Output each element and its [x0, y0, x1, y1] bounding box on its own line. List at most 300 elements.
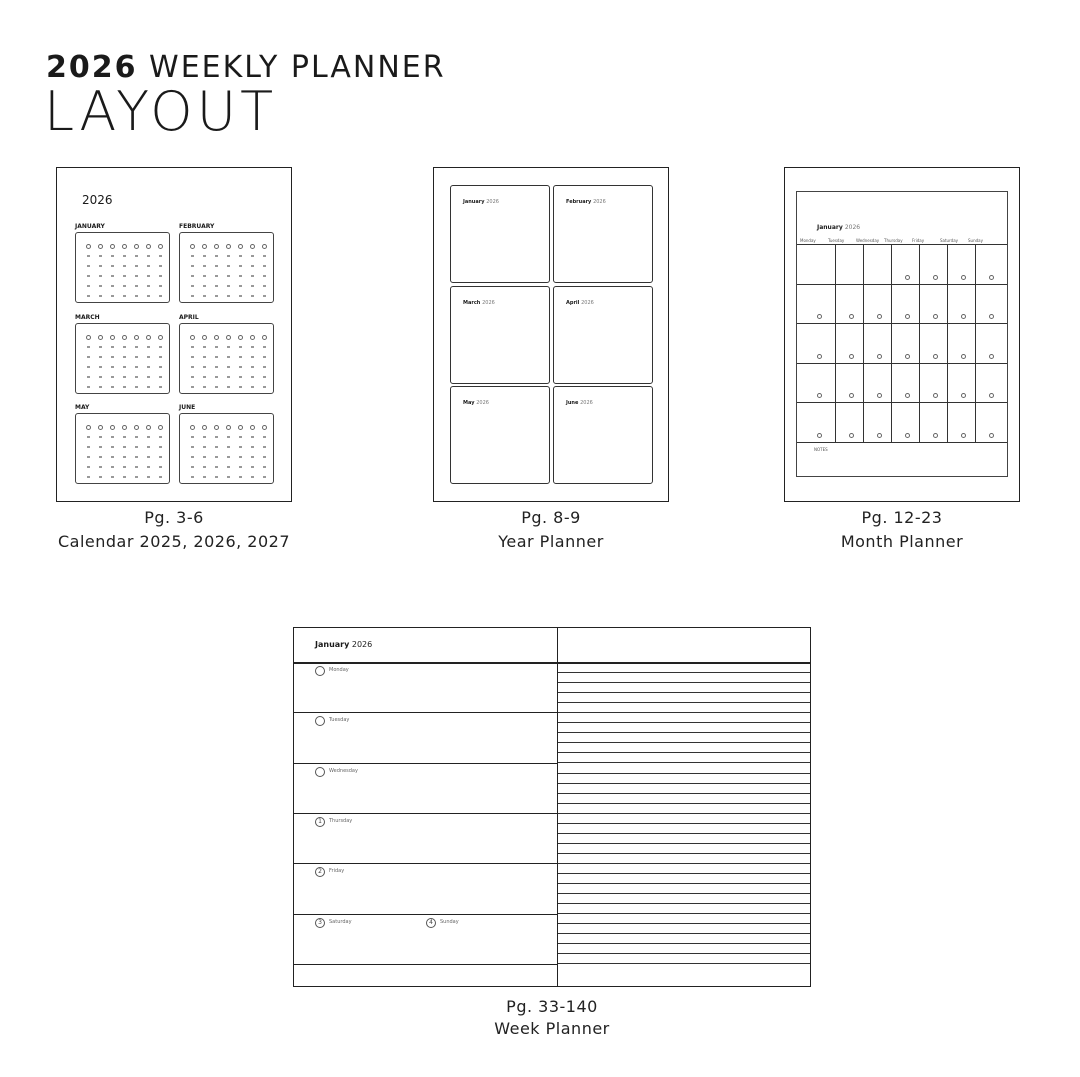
- calendar-date-mark: [87, 346, 90, 348]
- calendar-date-mark: [111, 466, 114, 468]
- date-circle-icon: [933, 393, 938, 398]
- week-caption-pages: Pg. 33-140: [506, 997, 598, 1016]
- calendar-date-mark: [99, 265, 102, 267]
- week-title: [315, 640, 372, 649]
- weekday-circle-icon: [190, 244, 195, 249]
- year-month-name: May: [463, 400, 475, 406]
- calendar-date-mark: [123, 476, 126, 478]
- month-col-rule: [891, 244, 892, 442]
- calendar-date-mark: [87, 446, 90, 448]
- calendar-date-mark: [215, 346, 218, 348]
- week-day-rule: [294, 863, 557, 864]
- weekday-circle-icon: [110, 335, 115, 340]
- calendar-date-mark: [135, 436, 138, 438]
- calendar-month-box: [75, 413, 170, 484]
- date-circle-icon: [817, 314, 822, 319]
- calendar-date-mark: [87, 366, 90, 368]
- year-month-name: January: [463, 199, 485, 205]
- header-title-rest: WEEKLY PLANNER: [149, 50, 446, 85]
- calendar-date-mark: [203, 476, 206, 478]
- notes-ruled-line: [558, 873, 810, 874]
- calendar-date-mark: [135, 255, 138, 257]
- notes-ruled-line: [558, 783, 810, 784]
- date-circle-icon: [933, 275, 938, 280]
- calendar-date-mark: [147, 446, 150, 448]
- calendar-date-mark: [263, 466, 266, 468]
- calendar-date-mark: [215, 366, 218, 368]
- day-number-circle-icon: [315, 666, 325, 676]
- calendar-date-mark: [135, 265, 138, 267]
- calendar-date-mark: [147, 386, 150, 388]
- weekday-circle-icon: [134, 244, 139, 249]
- week-day-label: Sunday: [440, 918, 459, 925]
- calendar-date-mark: [191, 476, 194, 478]
- calendar-date-mark: [251, 436, 254, 438]
- calendar-date-mark: [203, 265, 206, 267]
- month-col-rule: [835, 244, 836, 442]
- month-col-rule: [919, 244, 920, 442]
- month-weekday-label: Friday: [912, 238, 925, 243]
- weekday-circle-icon: [202, 244, 207, 249]
- date-circle-icon: [933, 354, 938, 359]
- calendar-date-mark: [239, 265, 242, 267]
- calendar-month-box: [75, 232, 170, 303]
- calendar-date-mark: [111, 295, 114, 297]
- calendar-date-mark: [263, 456, 266, 458]
- notes-ruled-line: [558, 833, 810, 834]
- calendar-month-box: [75, 323, 170, 394]
- calendar-date-mark: [159, 466, 162, 468]
- calendar-date-mark: [203, 356, 206, 358]
- weekday-circle-icon: [262, 425, 267, 430]
- notes-ruled-line: [558, 692, 810, 693]
- notes-ruled-line: [558, 933, 810, 934]
- calendar-date-mark: [239, 466, 242, 468]
- weekday-circle-icon: [146, 335, 151, 340]
- calendar-date-mark: [87, 456, 90, 458]
- calendar-date-mark: [191, 275, 194, 277]
- calendar-month-label: FEBRUARY: [179, 223, 215, 230]
- date-circle-icon: [961, 433, 966, 438]
- calendar-date-mark: [159, 376, 162, 378]
- calendar-date-mark: [215, 466, 218, 468]
- calendar-date-mark: [99, 436, 102, 438]
- calendar-date-mark: [159, 456, 162, 458]
- weekday-circle-icon: [250, 335, 255, 340]
- date-circle-icon: [989, 354, 994, 359]
- calendar-date-mark: [99, 476, 102, 478]
- weekday-circle-icon: [262, 335, 267, 340]
- notes-ruled-line: [558, 953, 810, 954]
- year-month-name: April: [566, 300, 580, 306]
- year-month-box: [450, 286, 550, 384]
- week-day-rule: [294, 813, 557, 814]
- notes-ruled-line: [558, 762, 810, 763]
- calendar-date-mark: [215, 446, 218, 448]
- calendar-date-mark: [135, 476, 138, 478]
- calendar-date-mark: [227, 376, 230, 378]
- header-subtitle: LAYOUT: [44, 80, 278, 143]
- calendar-date-mark: [215, 255, 218, 257]
- calendar-date-mark: [87, 436, 90, 438]
- calendar-date-mark: [123, 356, 126, 358]
- week-day-label: Wednesday: [329, 767, 358, 774]
- date-circle-icon: [989, 393, 994, 398]
- date-circle-icon: [933, 314, 938, 319]
- calendar-date-mark: [87, 386, 90, 388]
- calendar-date-mark: [135, 376, 138, 378]
- month-col-rule: [863, 244, 864, 442]
- calendar-date-mark: [203, 255, 206, 257]
- weekday-circle-icon: [122, 244, 127, 249]
- calendar-date-mark: [251, 386, 254, 388]
- notes-ruled-line: [558, 773, 810, 774]
- calendar-date-mark: [215, 295, 218, 297]
- calendar-date-mark: [251, 295, 254, 297]
- calendar-date-mark: [263, 386, 266, 388]
- calendar-date-mark: [227, 386, 230, 388]
- calendar-date-mark: [147, 476, 150, 478]
- calendar-date-mark: [203, 446, 206, 448]
- calendar-year: 2026: [82, 193, 113, 207]
- week-page-preview: [293, 627, 811, 987]
- calendar-date-mark: [239, 366, 242, 368]
- year-month-year: 2026: [581, 300, 594, 306]
- year-caption-pages: Pg. 8-9: [521, 508, 581, 527]
- calendar-date-mark: [239, 275, 242, 277]
- calendar-date-mark: [215, 456, 218, 458]
- year-month-box: [450, 386, 550, 484]
- calendar-date-mark: [263, 476, 266, 478]
- weekday-circle-icon: [202, 425, 207, 430]
- year-month-year: 2026: [580, 400, 593, 406]
- calendar-date-mark: [99, 285, 102, 287]
- calendar-month-label: JANUARY: [75, 223, 105, 230]
- calendar-date-mark: [239, 376, 242, 378]
- week-header-rule: [294, 662, 557, 664]
- calendar-date-mark: [239, 295, 242, 297]
- notes-ruled-line: [558, 843, 810, 844]
- calendar-date-mark: [111, 436, 114, 438]
- weekday-circle-icon: [226, 335, 231, 340]
- calendar-date-mark: [263, 275, 266, 277]
- date-circle-icon: [961, 393, 966, 398]
- week-day-label: Thursday: [329, 817, 353, 824]
- date-circle-icon: [905, 393, 910, 398]
- calendar-date-mark: [99, 386, 102, 388]
- notes-header-rule: [558, 662, 810, 664]
- date-circle-icon: [933, 433, 938, 438]
- calendar-date-mark: [239, 456, 242, 458]
- calendar-date-mark: [191, 436, 194, 438]
- calendar-date-mark: [123, 255, 126, 257]
- year-month-title: [566, 199, 606, 205]
- weekday-circle-icon: [122, 335, 127, 340]
- weekday-circle-icon: [214, 425, 219, 430]
- calendar-page-preview: [56, 167, 292, 502]
- calendar-date-mark: [227, 476, 230, 478]
- calendar-date-mark: [227, 366, 230, 368]
- month-weekday-label: Sunday: [968, 238, 983, 243]
- notes-ruled-line: [558, 943, 810, 944]
- week-day-label: Saturday: [329, 918, 352, 925]
- weekday-circle-icon: [110, 425, 115, 430]
- calendar-date-mark: [227, 346, 230, 348]
- day-number-circle-icon: 3: [315, 918, 325, 928]
- date-circle-icon: [877, 393, 882, 398]
- calendar-date-mark: [263, 295, 266, 297]
- calendar-date-mark: [123, 366, 126, 368]
- calendar-month-box: [179, 323, 274, 394]
- calendar-date-mark: [203, 295, 206, 297]
- calendar-date-mark: [215, 476, 218, 478]
- calendar-date-mark: [111, 356, 114, 358]
- month-notes-label: NOTES: [814, 446, 828, 452]
- calendar-date-mark: [203, 376, 206, 378]
- notes-ruled-line: [558, 732, 810, 733]
- year-page-preview: [433, 167, 669, 502]
- week-title-month: January: [315, 640, 350, 649]
- calendar-date-mark: [123, 376, 126, 378]
- year-month-box: [553, 185, 653, 283]
- calendar-date-mark: [111, 285, 114, 287]
- month-weekday-label: Monday: [800, 238, 816, 243]
- calendar-date-mark: [251, 446, 254, 448]
- calendar-date-mark: [251, 255, 254, 257]
- calendar-date-mark: [135, 285, 138, 287]
- calendar-date-mark: [99, 356, 102, 358]
- calendar-date-mark: [215, 265, 218, 267]
- calendar-date-mark: [147, 356, 150, 358]
- calendar-date-mark: [251, 285, 254, 287]
- date-circle-icon: [849, 314, 854, 319]
- calendar-date-mark: [99, 446, 102, 448]
- weekday-circle-icon: [226, 244, 231, 249]
- calendar-date-mark: [87, 275, 90, 277]
- year-month-title: [463, 400, 489, 406]
- calendar-date-mark: [159, 285, 162, 287]
- day-number-circle-icon: [315, 716, 325, 726]
- notes-ruled-line: [558, 863, 810, 864]
- calendar-month-label: APRIL: [179, 314, 199, 321]
- calendar-date-mark: [111, 456, 114, 458]
- calendar-date-mark: [263, 446, 266, 448]
- calendar-date-mark: [203, 275, 206, 277]
- calendar-date-mark: [227, 255, 230, 257]
- year-month-name: June: [566, 400, 579, 406]
- weekday-circle-icon: [226, 425, 231, 430]
- year-month-year: 2026: [482, 300, 495, 306]
- calendar-date-mark: [215, 356, 218, 358]
- calendar-date-mark: [227, 356, 230, 358]
- notes-ruled-line: [558, 913, 810, 914]
- date-circle-icon: [961, 275, 966, 280]
- weekday-circle-icon: [146, 425, 151, 430]
- calendar-date-mark: [227, 456, 230, 458]
- date-circle-icon: [989, 433, 994, 438]
- calendar-caption-title: Calendar 2025, 2026, 2027: [57, 532, 291, 551]
- weekday-circle-icon: [238, 425, 243, 430]
- calendar-month-box: [179, 413, 274, 484]
- calendar-date-mark: [159, 275, 162, 277]
- calendar-date-mark: [263, 356, 266, 358]
- weekday-circle-icon: [202, 335, 207, 340]
- month-caption-pages: Pg. 12-23: [861, 508, 943, 527]
- weekday-circle-icon: [190, 335, 195, 340]
- calendar-date-mark: [123, 265, 126, 267]
- calendar-date-mark: [203, 456, 206, 458]
- calendar-date-mark: [251, 265, 254, 267]
- header-year: 2026: [46, 50, 138, 85]
- calendar-date-mark: [99, 275, 102, 277]
- calendar-date-mark: [147, 265, 150, 267]
- calendar-date-mark: [251, 356, 254, 358]
- month-weekday-label: Wednesday: [856, 238, 880, 243]
- week-day-label: Tuesday: [329, 717, 350, 724]
- calendar-date-mark: [251, 456, 254, 458]
- calendar-date-mark: [159, 255, 162, 257]
- calendar-date-mark: [147, 285, 150, 287]
- date-circle-icon: [989, 314, 994, 319]
- calendar-date-mark: [123, 295, 126, 297]
- weekday-circle-icon: [262, 244, 267, 249]
- calendar-date-mark: [215, 436, 218, 438]
- calendar-date-mark: [239, 356, 242, 358]
- calendar-date-mark: [263, 346, 266, 348]
- calendar-date-mark: [227, 275, 230, 277]
- calendar-date-mark: [251, 376, 254, 378]
- calendar-date-mark: [239, 436, 242, 438]
- month-caption-title: Month Planner: [840, 532, 964, 551]
- day-number-circle-icon: [315, 767, 325, 777]
- calendar-date-mark: [111, 255, 114, 257]
- calendar-date-mark: [99, 376, 102, 378]
- date-circle-icon: [905, 433, 910, 438]
- weekday-circle-icon: [134, 425, 139, 430]
- year-month-name: March: [463, 300, 481, 306]
- calendar-date-mark: [227, 285, 230, 287]
- notes-ruled-line: [558, 853, 810, 854]
- year-month-title: [463, 300, 495, 306]
- calendar-date-mark: [87, 285, 90, 287]
- calendar-date-mark: [99, 295, 102, 297]
- calendar-date-mark: [159, 386, 162, 388]
- calendar-date-mark: [191, 356, 194, 358]
- month-title: [817, 224, 860, 231]
- calendar-date-mark: [123, 436, 126, 438]
- date-circle-icon: [877, 354, 882, 359]
- day-number-circle-icon: 4: [426, 918, 436, 928]
- week-day-rule: [294, 763, 557, 764]
- calendar-date-mark: [135, 386, 138, 388]
- calendar-date-mark: [147, 275, 150, 277]
- calendar-date-mark: [87, 476, 90, 478]
- notes-ruled-line: [558, 742, 810, 743]
- calendar-date-mark: [123, 456, 126, 458]
- month-weekday-label: Tuesday: [828, 238, 845, 243]
- notes-ruled-line: [558, 803, 810, 804]
- week-day-rule: [294, 712, 557, 713]
- weekday-circle-icon: [238, 335, 243, 340]
- calendar-date-mark: [87, 356, 90, 358]
- calendar-date-mark: [203, 285, 206, 287]
- calendar-date-mark: [135, 366, 138, 368]
- calendar-date-mark: [123, 466, 126, 468]
- weekday-circle-icon: [250, 244, 255, 249]
- calendar-date-mark: [239, 255, 242, 257]
- month-col-rule: [947, 244, 948, 442]
- calendar-date-mark: [263, 265, 266, 267]
- calendar-date-mark: [159, 356, 162, 358]
- calendar-date-mark: [111, 376, 114, 378]
- calendar-date-mark: [239, 386, 242, 388]
- calendar-date-mark: [191, 466, 194, 468]
- weekday-circle-icon: [250, 425, 255, 430]
- calendar-date-mark: [191, 265, 194, 267]
- calendar-date-mark: [147, 376, 150, 378]
- calendar-date-mark: [251, 275, 254, 277]
- calendar-date-mark: [87, 265, 90, 267]
- calendar-date-mark: [191, 295, 194, 297]
- weekday-circle-icon: [158, 244, 163, 249]
- day-number-circle-icon: 1: [315, 817, 325, 827]
- notes-ruled-line: [558, 883, 810, 884]
- calendar-date-mark: [159, 366, 162, 368]
- calendar-date-mark: [263, 366, 266, 368]
- week-day-label: Monday: [329, 667, 349, 673]
- calendar-date-mark: [111, 346, 114, 348]
- calendar-date-mark: [191, 255, 194, 257]
- calendar-date-mark: [99, 466, 102, 468]
- date-circle-icon: [849, 354, 854, 359]
- date-circle-icon: [961, 314, 966, 319]
- calendar-date-mark: [147, 255, 150, 257]
- calendar-date-mark: [263, 376, 266, 378]
- notes-ruled-line: [558, 823, 810, 824]
- year-month-year: 2026: [593, 199, 606, 205]
- calendar-date-mark: [239, 446, 242, 448]
- month-col-rule: [975, 244, 976, 442]
- calendar-date-mark: [203, 436, 206, 438]
- calendar-date-mark: [159, 446, 162, 448]
- calendar-date-mark: [87, 255, 90, 257]
- calendar-month-label: JUNE: [179, 404, 196, 411]
- week-caption-title: Week Planner: [494, 1019, 610, 1038]
- calendar-date-mark: [135, 446, 138, 448]
- date-circle-icon: [905, 314, 910, 319]
- calendar-date-mark: [135, 275, 138, 277]
- calendar-date-mark: [251, 466, 254, 468]
- calendar-date-mark: [191, 456, 194, 458]
- month-title-year: 2026: [844, 224, 861, 231]
- notes-ruled-line: [558, 702, 810, 703]
- weekday-circle-icon: [190, 425, 195, 430]
- calendar-date-mark: [263, 285, 266, 287]
- notes-ruled-line: [558, 893, 810, 894]
- year-month-box: [450, 185, 550, 283]
- weekday-circle-icon: [98, 425, 103, 430]
- notes-ruled-line: [558, 752, 810, 753]
- month-weekday-label: Thursday: [884, 238, 903, 243]
- weekday-circle-icon: [214, 244, 219, 249]
- notes-ruled-line: [558, 923, 810, 924]
- calendar-date-mark: [147, 436, 150, 438]
- calendar-date-mark: [135, 456, 138, 458]
- calendar-date-mark: [99, 346, 102, 348]
- week-title-year: 2026: [351, 640, 373, 649]
- calendar-date-mark: [191, 446, 194, 448]
- calendar-date-mark: [215, 285, 218, 287]
